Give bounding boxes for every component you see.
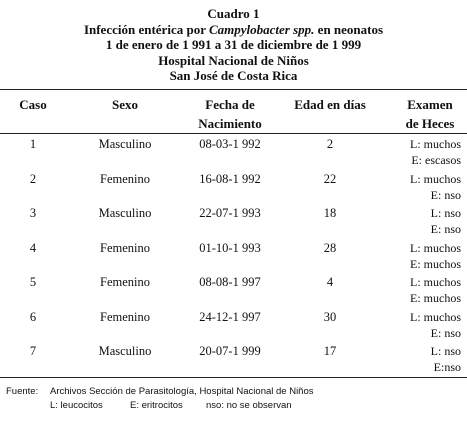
cell-caso: 6 bbox=[29, 309, 37, 324]
cell-examen-l: L: nso bbox=[430, 344, 461, 358]
table-number: Cuadro 1 bbox=[207, 6, 260, 21]
cell-edad: 22 bbox=[323, 171, 337, 186]
cell-edad: 18 bbox=[323, 206, 337, 220]
header-examen-2: de Heces bbox=[405, 116, 455, 131]
header-caso: Caso bbox=[19, 97, 47, 112]
cell-edad: 2 bbox=[326, 137, 334, 151]
header-sexo: Sexo bbox=[112, 97, 138, 112]
header-fecha-2: Nacimiento bbox=[198, 116, 262, 131]
cell-fecha: 22-07-1 993 bbox=[199, 206, 261, 220]
table-title bbox=[0, 22, 467, 38]
cell-fecha: 20-07-1 999 bbox=[199, 344, 261, 358]
cell-edad: 4 bbox=[326, 275, 334, 289]
table-location: San José de Costa Rica bbox=[169, 68, 298, 83]
cell-sexo: Femenino bbox=[100, 240, 150, 255]
cell-sexo: Masculino bbox=[98, 137, 152, 151]
footer-nso-def: nso: no se observan bbox=[206, 400, 292, 411]
footer-e-def: E: eritrocitos bbox=[130, 400, 183, 411]
cell-examen-e: E: muchos bbox=[410, 291, 461, 305]
title-part-a: Infección entérica por bbox=[83, 21, 209, 37]
cell-sexo: Femenino bbox=[100, 309, 150, 324]
cell-examen-l: L: muchos bbox=[410, 240, 461, 255]
cell-fecha: 24-12-1 997 bbox=[199, 309, 261, 324]
cell-sexo: Masculino bbox=[98, 344, 152, 358]
cell-examen-e: E:nso bbox=[433, 360, 461, 374]
table-bottom-rule bbox=[0, 377, 467, 378]
title-organism: Campylobacter spp. bbox=[208, 21, 315, 37]
cell-caso: 2 bbox=[29, 171, 37, 186]
cell-caso: 5 bbox=[29, 275, 37, 289]
cell-examen-l: L: muchos bbox=[410, 275, 461, 289]
cell-examen-e: E: muchos bbox=[410, 256, 461, 271]
cell-examen-e: E: nso bbox=[430, 325, 461, 340]
cell-edad: 17 bbox=[323, 344, 337, 358]
footer-source-label: Fuente: bbox=[6, 386, 39, 397]
table-title-block bbox=[0, 0, 467, 84]
cell-examen-e: E: nso bbox=[430, 187, 461, 202]
cell-sexo: Femenino bbox=[100, 171, 150, 186]
header-top-rule bbox=[0, 89, 467, 90]
cell-examen-e: E: nso bbox=[430, 222, 461, 236]
header-bottom-rule bbox=[0, 133, 467, 134]
title-part-c: en neonatos bbox=[314, 21, 384, 37]
cell-caso: 7 bbox=[29, 344, 37, 358]
cell-sexo: Masculino bbox=[98, 206, 152, 220]
cell-edad: 30 bbox=[323, 309, 337, 324]
cell-examen-l: L: muchos bbox=[410, 171, 461, 186]
header-examen-1: Examen bbox=[407, 97, 453, 112]
cell-caso: 1 bbox=[29, 137, 37, 151]
table-hospital: Hospital Nacional de Niños bbox=[158, 52, 309, 68]
table-period: 1 de enero de 1 991 a 31 de diciembre de 1 999 bbox=[105, 37, 362, 52]
cell-edad: 28 bbox=[323, 240, 337, 255]
cell-examen-l: L: nso bbox=[430, 206, 461, 220]
cell-caso: 4 bbox=[29, 240, 37, 255]
header-edad: Edad en días bbox=[294, 97, 366, 112]
header-fecha-1: Fecha de bbox=[205, 97, 255, 112]
cell-fecha: 16-08-1 992 bbox=[199, 171, 261, 186]
cell-examen-l: L: muchos bbox=[410, 137, 461, 151]
cell-fecha: 08-08-1 997 bbox=[199, 275, 261, 289]
cell-sexo: Femenino bbox=[100, 275, 150, 289]
footer-source: Archivos Sección de Parasitología, Hospital Nacional de Niños bbox=[50, 386, 314, 397]
cell-fecha: 08-03-1 992 bbox=[199, 137, 261, 151]
cell-caso: 3 bbox=[29, 206, 37, 220]
cell-fecha: 01-10-1 993 bbox=[199, 240, 261, 255]
footer-l-def: L: leucocitos bbox=[50, 400, 103, 411]
cell-examen-l: L: muchos bbox=[410, 309, 461, 324]
cell-examen-e: E: escasos bbox=[411, 153, 461, 167]
